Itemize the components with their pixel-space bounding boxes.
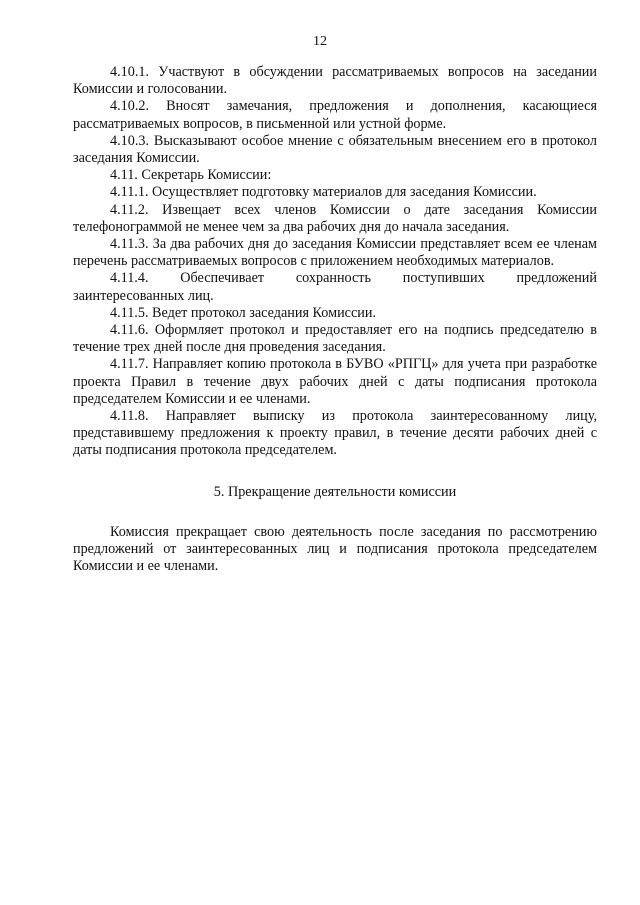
paragraph-4-11-7: 4.11.7. Направляет копию протокола в БУВО «РПГЦ» для учета при разработке проекта Правил в течение двух рабочих дней с даты подписания протокола председателем Комиссии и ее членами. xyxy=(73,356,597,407)
paragraph-4-11-2: 4.11.2. Извещает всех членов Комиссии о дате заседания Комиссии телефонограммой не менее чем за два рабочих дня до начала заседания. xyxy=(73,201,597,235)
paragraph-4-11-1: 4.11.1. Осуществляет подготовку материалов для заседания Комиссии. xyxy=(110,184,537,201)
paragraph-4-10-3: 4.10.3. Высказывают особое мнение с обязательным внесением его в протокол заседания Комиссии. xyxy=(73,132,597,167)
paragraph-5: Комиссия прекращает свою деятельность после заседания по рассмотрению предложений от заинтересованных лиц и подписания протокола председателем Комиссии и ее членами. xyxy=(73,523,597,575)
section-heading: 5. Прекращение деятельности комиссии xyxy=(213,483,457,500)
paragraph-4-11-4: 4.11.4. Обеспечивает сохранность поступивших предложений заинтересованных лиц. xyxy=(73,270,597,304)
paragraph-4-11-8: 4.11.8. Направляет выписку из протокола заинтересованному лицу, представившему предложения к проекту правил, в течение десяти рабочих дней с даты подписания протокола председателем. xyxy=(73,408,597,459)
document-body xyxy=(73,64,597,575)
paragraph-4-11-6: 4.11.6. Оформляет протокол и предоставляет его на подпись председателю в течение трех дней после дня проведения заседания. xyxy=(73,322,597,356)
paragraph-4-11: 4.11. Секретарь Комиссии: xyxy=(110,167,272,184)
page-number: 12 xyxy=(313,34,327,49)
paragraph-4-10-2: 4.10.2. Вносят замечания, предложения и дополнения, касающиеся рассматриваемых вопросов, в письменной или устной форме. xyxy=(73,98,597,132)
paragraph-4-11-5: 4.11.5. Ведет протокол заседания Комиссии. xyxy=(110,304,377,321)
paragraph-4-10-1: 4.10.1. Участвуют в обсуждении рассматриваемых вопросов на заседании Комиссии и голосовании. xyxy=(73,64,597,98)
paragraph-4-11-3: 4.11.3. За два рабочих дня до заседания Комиссии представляет всем ее членам перечень рассматриваемых вопросов с приложением необходимых материалов. xyxy=(73,236,597,270)
